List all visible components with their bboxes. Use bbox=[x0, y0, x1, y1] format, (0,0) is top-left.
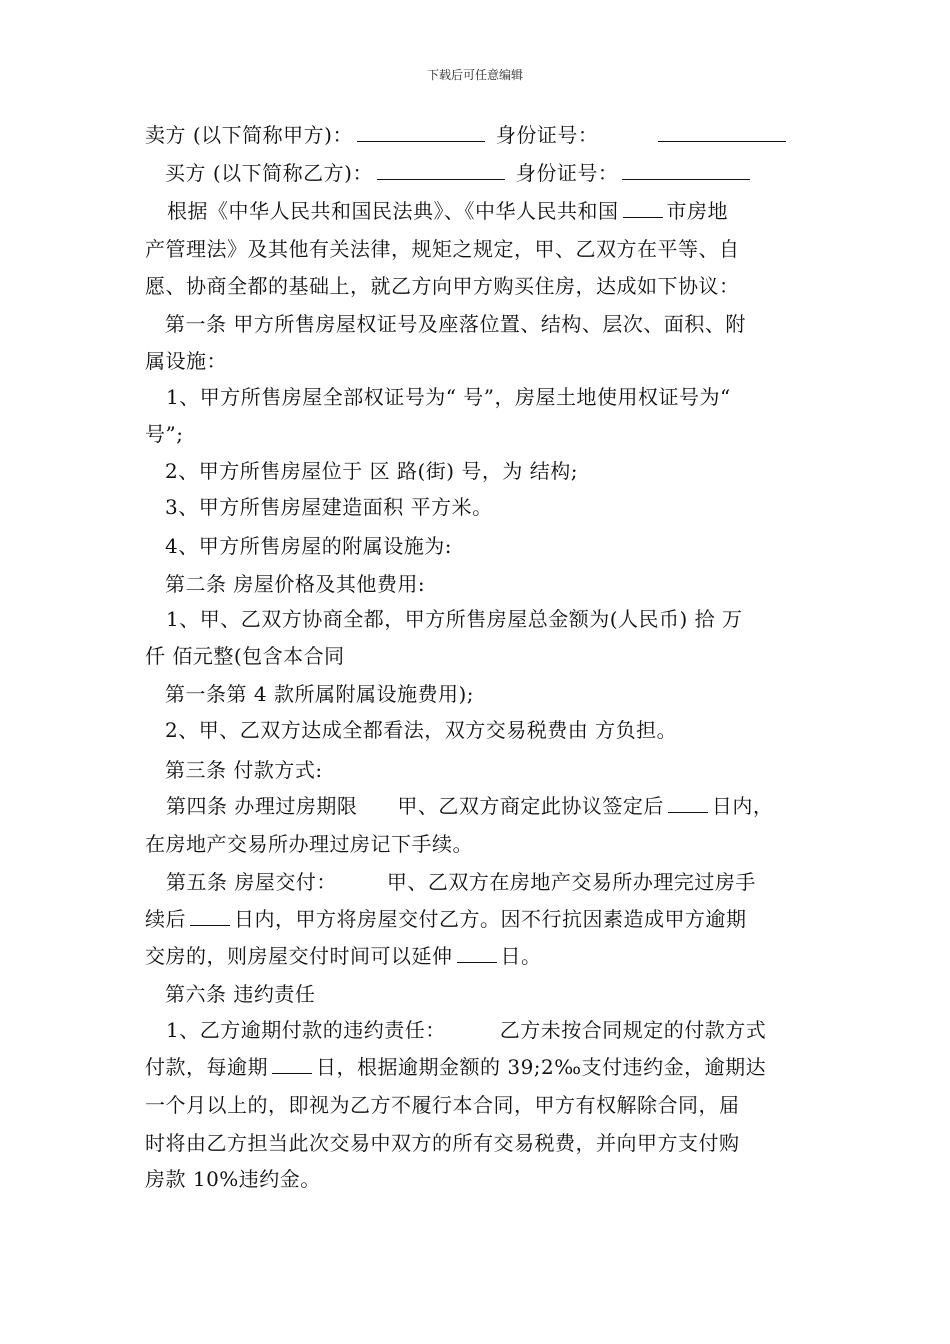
extension-days-blank bbox=[457, 944, 497, 963]
clause-1-1: 1、甲方所售房屋全部权证号为“ 号”，房屋土地使用权证号为“ bbox=[166, 385, 731, 409]
preamble-line-3: 愿、协商全都的基础上，就乙方向甲方购买住房，达成如下协议： bbox=[145, 274, 740, 298]
buyer-id-label: 身份证号： bbox=[515, 161, 619, 185]
clause-6-1-line-2 bbox=[145, 1054, 766, 1080]
article-5-line-2 bbox=[145, 906, 747, 932]
transfer-days-blank bbox=[668, 794, 708, 813]
clause-6-1-text: 乙方未按合同规定的付款方式 bbox=[499, 1018, 767, 1042]
article-4-text: 甲、乙双方商定此协议签定后 bbox=[397, 794, 664, 818]
clause-6-1-text-2a: 付款，每逾期 bbox=[145, 1055, 268, 1079]
article-5-text-3b: 日。 bbox=[500, 944, 542, 968]
clause-2-2: 2、甲、乙双方达成全都看法，双方交易税费由 方负担。 bbox=[165, 718, 678, 742]
article-4-line-1 bbox=[166, 793, 773, 819]
article-5-line-1 bbox=[166, 869, 756, 895]
clause-6-1-title: 1、乙方逾期付款的违约责任： bbox=[166, 1018, 446, 1042]
article-1-title: 第一条 甲方所售房屋权证号及座落位置、结构、层次、面积、附 bbox=[165, 312, 746, 336]
article-6-title: 第六条 违约责任 bbox=[165, 982, 316, 1006]
article-5-line-3 bbox=[145, 943, 542, 969]
clause-2-1-cont2: 第一条第 4 款所属附属设施费用); bbox=[165, 682, 474, 706]
article-2-title: 第二条 房屋价格及其他费用: bbox=[165, 572, 426, 596]
buyer-line bbox=[165, 160, 754, 186]
seller-id-blank bbox=[658, 123, 786, 142]
clause-2-1-cont: 仟 佰元整(包含本合同 bbox=[145, 644, 345, 668]
clause-6-1-text-2b: 日，根据逾期金额的 39;2‰支付违约金，逾期达 bbox=[316, 1055, 767, 1079]
article-4-text-b: 日内， bbox=[711, 794, 774, 818]
clause-1-2: 2、甲方所售房屋位于 区 路(街) 号，为 结构; bbox=[165, 459, 578, 483]
buyer-name-blank bbox=[377, 161, 505, 180]
overdue-days-blank bbox=[272, 1055, 312, 1074]
clause-1-3: 3、甲方所售房屋建造面积 平方米。 bbox=[165, 495, 493, 519]
preamble-line-2: 产管理法》及其他有关法律，规矩之规定，甲、乙双方在平等、自 bbox=[145, 237, 740, 261]
city-blank bbox=[623, 199, 663, 218]
buyer-id-blank bbox=[622, 161, 750, 180]
article-3-title: 第三条 付款方式: bbox=[165, 758, 323, 782]
article-1-title-cont: 属设施： bbox=[145, 349, 227, 373]
delivery-days-blank bbox=[190, 907, 230, 926]
seller-label: 卖方 (以下简称甲方)： bbox=[145, 123, 353, 147]
preamble-line-1 bbox=[167, 198, 728, 224]
clause-2-1: 1、甲、乙双方协商全都，甲方所售房屋总金额为(人民币) 拾 万 bbox=[166, 607, 743, 631]
seller-name-blank bbox=[357, 123, 485, 142]
article-5-text-3a: 交房的，则房屋交付时间可以延伸 bbox=[145, 944, 453, 968]
article-5-text: 甲、乙双方在房地产交易所办理完过房手 bbox=[386, 870, 756, 894]
clause-1-4: 4、甲方所售房屋的附属设施为: bbox=[165, 534, 452, 558]
preamble-text-1b: 市房地 bbox=[666, 199, 728, 223]
clause-6-1-line-4: 时将由乙方担当此次交易中双方的所有交易税费，并向甲方支付购 bbox=[145, 1131, 740, 1155]
article-5-text-2a: 续后 bbox=[145, 907, 186, 931]
clause-6-1-line-1 bbox=[166, 1017, 766, 1043]
seller-id-label: 身份证号： bbox=[495, 123, 599, 147]
clause-6-1-line-3: 一个月以上的，即视为乙方不履行本合同，甲方有权解除合同，届 bbox=[145, 1093, 740, 1117]
page-header: 下载后可任意编辑 bbox=[426, 68, 523, 82]
article-5-title: 第五条 房屋交付： bbox=[166, 870, 337, 894]
seller-line bbox=[145, 122, 790, 148]
clause-1-1-cont: 号”; bbox=[145, 422, 184, 446]
buyer-label: 买方 (以下简称乙方)： bbox=[165, 161, 373, 185]
preamble-text-1a: 根据《中华人民共和国民法典》、《中华人民共和国 bbox=[167, 199, 619, 223]
article-4-line-2: 在房地产交易所办理过房记下手续。 bbox=[145, 832, 473, 856]
clause-6-1-line-5: 房款 10%违约金。 bbox=[145, 1167, 321, 1191]
article-5-text-2b: 日内，甲方将房屋交付乙方。因不行抗因素造成甲方逾期 bbox=[234, 907, 747, 931]
article-4-title: 第四条 办理过房期限 bbox=[166, 794, 358, 818]
